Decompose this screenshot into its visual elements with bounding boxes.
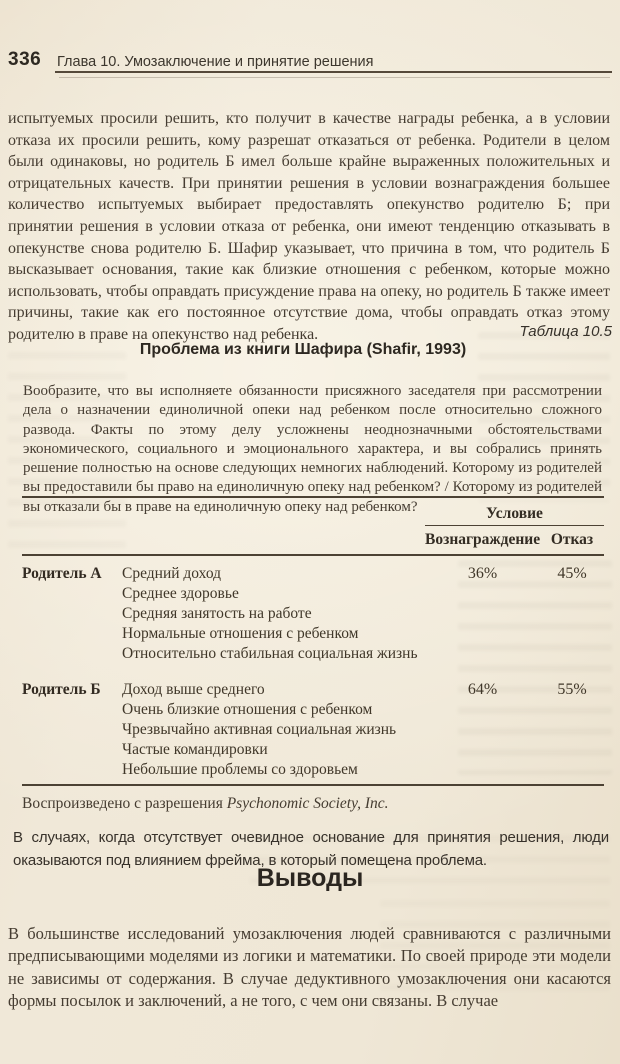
deny-value: 55%: [557, 681, 587, 698]
table-attr: Относительно стабильная социальная жизнь: [122, 645, 418, 662]
reward-value: 36%: [467, 565, 498, 582]
attribute-list: [122, 564, 425, 664]
column-headers-row: [22, 526, 604, 554]
table-caption: Таблица 10.5: [519, 323, 612, 340]
table-title: Проблема из книги Шафира (Shafir, 1993): [139, 341, 467, 358]
condition-header: Условие: [425, 504, 604, 526]
table-attr: Небольшие проблемы со здоровьем: [122, 761, 358, 778]
margin-note: В случаях, когда отсутствует очевидное основание для принятия решения, люди оказываются под влиянием фрейма, в который помещена проблема.: [13, 829, 609, 869]
running-head-rule: [55, 71, 612, 73]
reward-value: 64%: [467, 681, 498, 698]
table-bottom-rule: [22, 784, 604, 786]
page-number: 336: [8, 49, 42, 70]
table-attr: Частые командировки: [122, 741, 268, 758]
table-row-label: Родитель Б: [22, 681, 101, 698]
table-attr: Средняя занятость на работе: [122, 605, 312, 622]
table-attr: Очень близкие отношения с ребенком: [122, 701, 373, 718]
table-description: Вообразите, что вы исполняете обязанности присяжного заседателя при рассмотрении дела о назначении единоличной опеки над ребенком после относительно сложного развода. Факты по этому делу усложнены неоднозначными обстоятельствами экономического, социального и эмоционального характера, и вы собрались принять решение полностью на основе следующих немногих наблюдений. Которому из родителей вы предоставили бы право на единоличную опеку над ребенком? / Которому из родителей вы отказали бы в праве на единоличную опеку над ребенком?: [23, 383, 602, 515]
table-source-line: [22, 795, 604, 813]
body-paragraph: испытуемых просили решить, кто получит в качестве награды ребенка, а в условии отказа их просили решить, кому разрешат отказаться от ребенка. Родители в целом были одинаковы, но родитель Б имел больше крайне выраженных положительных и отрицательных качеств. При принятии решения в условии вознаграждения большее количество испытуемых выбирает предоставлять опекунство родителю Б; при принятии решения в условии отказа от ребенка, они имеют тенденцию отказывать в опекунстве снова родителю Б. Шафир указывает, что причина в том, что родитель Б высказывает основания, такие как близкие отношения с ребенком, которые можно использовать, чтобы оправдать присуждение права на опеку, но родитель Б также имеет причины, такие как его постоянное отсутствие дома, чтобы оправдать отказ этому родителю в праве на опекунство над ребенка.: [8, 110, 610, 343]
column-header-reward: Вознаграждение: [425, 531, 541, 548]
chapter-running-head: Глава 10. Умозаключение и принятие решения: [57, 54, 374, 70]
table-attr: Средний доход: [122, 565, 222, 582]
section-heading: Выводы: [256, 864, 364, 892]
table-attr: Чрезвычайно активная социальная жизнь: [122, 721, 397, 738]
conclusions-paragraph: В большинстве исследований умозаключения людей сравниваются с различными предписывающими моделями из логики и математики. По своей природе эти модели не зависимы от содержания. В случае дедуктивного умозаключения они касаются формы посылок и заключений, а не того, с чем они связаны. В случае: [8, 923, 611, 1011]
attribute-list: [122, 680, 425, 780]
source-society: Psychonomic Society, Inc.: [226, 795, 389, 812]
deny-value: 45%: [557, 565, 587, 582]
source-prefix: Воспроизведено с разрешения: [22, 795, 227, 812]
table-row-parent-b: [22, 664, 604, 780]
column-header-deny: Отказ: [550, 531, 594, 548]
table-row-label: Родитель А: [22, 565, 102, 582]
table-attr: Среднее здоровье: [122, 585, 239, 602]
table-attr: Нормальные отношения с ребенком: [122, 625, 359, 642]
shafir-problem-table: [22, 496, 604, 813]
condition-header-row: [22, 498, 604, 526]
table-row-parent-a: [22, 556, 604, 664]
table-attr: Доход выше среднего: [122, 681, 265, 698]
